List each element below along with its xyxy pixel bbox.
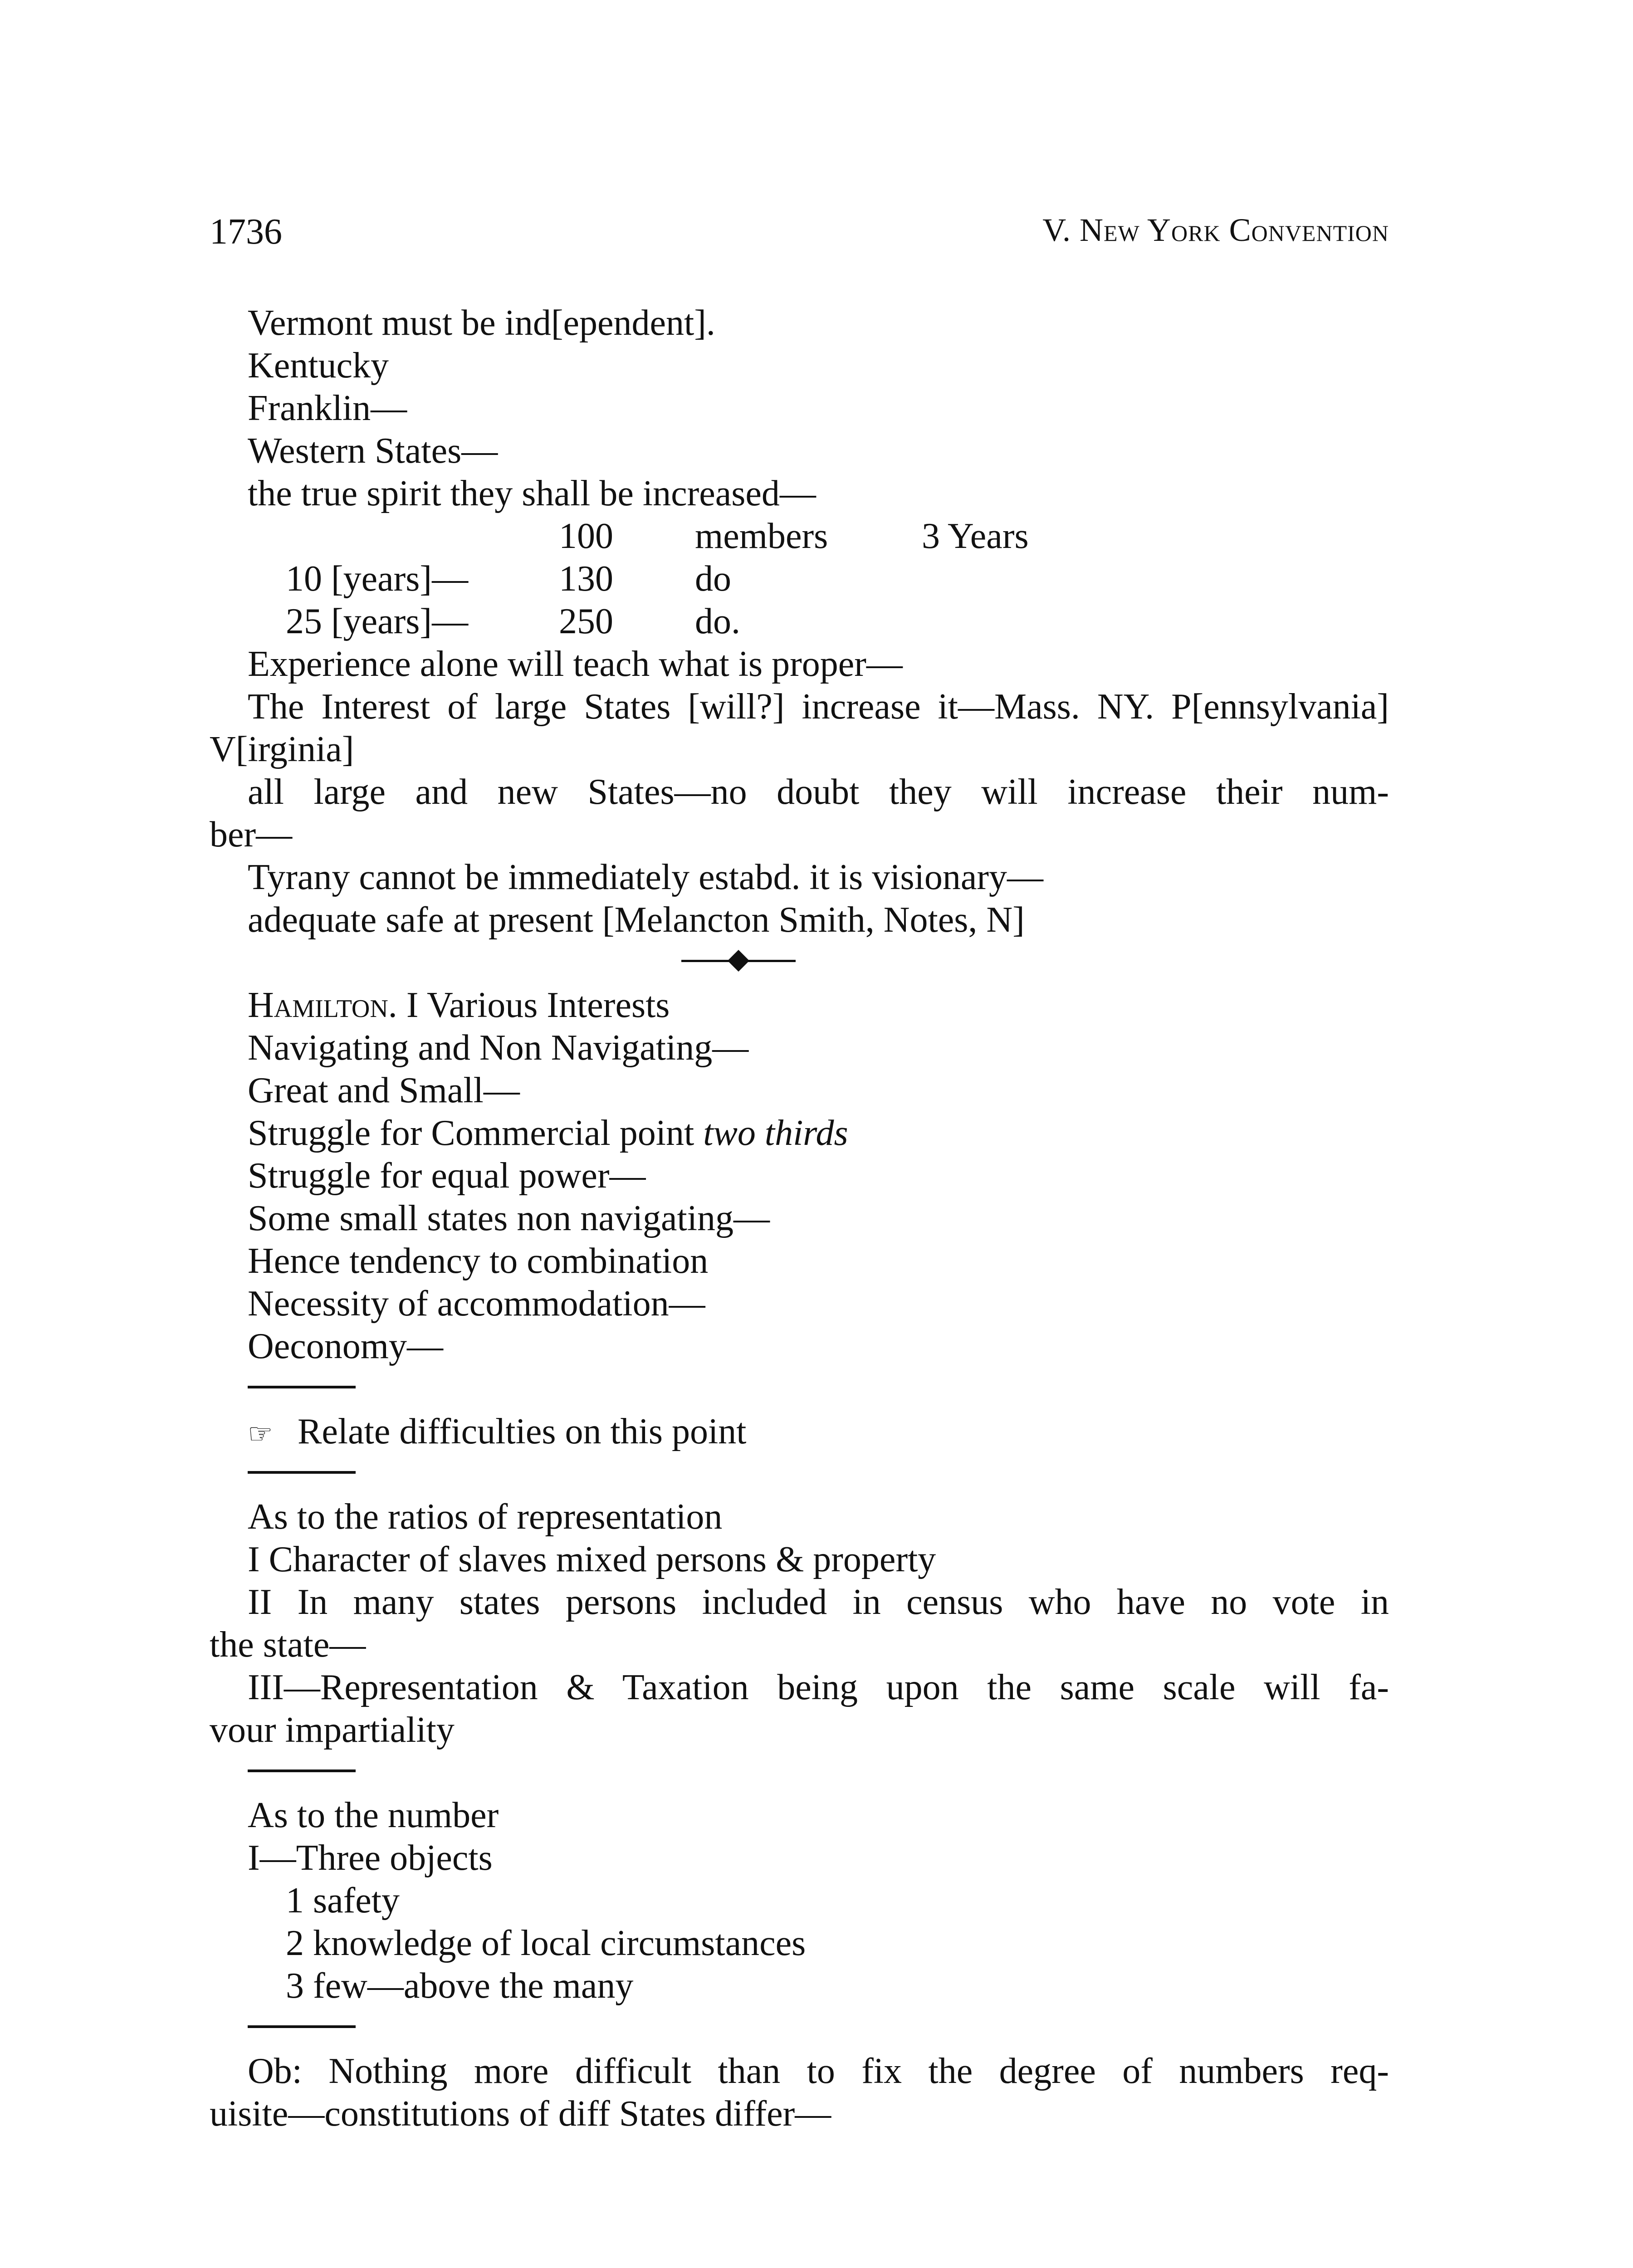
text-line: V[irginia] xyxy=(210,729,354,769)
list-item: 3 few—above the many xyxy=(286,1966,634,2006)
speaker-name: Hamilton. xyxy=(248,985,397,1025)
text-line: II In many states persons included in census who have no vote in xyxy=(248,1582,1389,1622)
text-line: Vermont must be ind[ependent]. xyxy=(248,303,715,343)
text-fragment: Struggle for Commercial point xyxy=(248,1113,694,1153)
table-row xyxy=(210,515,1389,557)
text-line xyxy=(210,1112,1389,1154)
table-cell-unit: do xyxy=(695,559,731,599)
text-line: Struggle for equal power— xyxy=(248,1156,646,1196)
table-cell-count: 100 xyxy=(559,516,613,556)
text-line: Franklin— xyxy=(248,388,407,428)
text-line: III—Representation & Taxation being upon the same scale will fa- xyxy=(248,1667,1389,1707)
text-line: The Interest of large States [will?] increase it—Mass. NY. P[ennsylvania] xyxy=(248,687,1389,727)
text-line: vour impartiality xyxy=(210,1710,455,1750)
text-line: Kentucky xyxy=(248,346,389,386)
text-line: Tyrany cannot be immediately estabd. it is visionary— xyxy=(248,857,1043,897)
text-line: adequate safe at present [Melancton Smith, Notes, N] xyxy=(248,900,1025,940)
table-cell-unit: do. xyxy=(695,601,740,641)
page-header xyxy=(210,211,1389,270)
short-rule xyxy=(210,1453,1389,1496)
text-line: Western States— xyxy=(248,431,498,471)
text-line: As to the number xyxy=(248,1795,499,1835)
pointing-hand-icon: ☞ xyxy=(248,1417,273,1450)
section-ornament xyxy=(210,941,1389,984)
speaker-line xyxy=(210,984,1389,1026)
text-line: uisite—constitutions of diff States differ— xyxy=(210,2094,831,2134)
text-line: I Character of slaves mixed persons & property xyxy=(248,1540,936,1579)
list-item: 2 knowledge of local circumstances xyxy=(286,1923,806,1963)
diamond-icon xyxy=(728,950,749,972)
text-fragment: Relate difficulties on this point xyxy=(298,1412,747,1452)
text-line: I—Three objects xyxy=(248,1838,493,1878)
text-line: all large and new States—no doubt they will increase their num- xyxy=(248,772,1389,812)
text-line: Necessity of accommodation— xyxy=(248,1284,705,1324)
text-line: Hence tendency to combination xyxy=(248,1241,709,1281)
speaker-text: I Various Interests xyxy=(406,985,670,1025)
page-body xyxy=(210,302,1389,2135)
table-cell-extra: 3 Years xyxy=(922,516,1029,556)
table-cell-unit: members xyxy=(695,516,828,556)
text-line: ber— xyxy=(210,815,293,855)
text-line: As to the ratios of representation xyxy=(248,1497,723,1537)
text-line: Oeconomy— xyxy=(248,1326,444,1366)
text-line: Experience alone will teach what is proper— xyxy=(248,644,903,684)
text-line xyxy=(210,1410,1389,1453)
table-row xyxy=(210,600,1389,643)
table-cell-count: 130 xyxy=(559,559,613,599)
italic-fragment: two thirds xyxy=(703,1113,848,1153)
page-number: 1736 xyxy=(210,212,282,252)
short-rule xyxy=(210,1368,1389,1410)
text-line: Ob: Nothing more difficult than to fix the degree of numbers req- xyxy=(248,2051,1389,2091)
running-head: V. New York Convention xyxy=(1042,212,1389,248)
table-cell-term: 10 [years]— xyxy=(286,559,469,599)
text-line: the true spirit they shall be increased— xyxy=(248,474,816,513)
short-rule xyxy=(210,1751,1389,1794)
short-rule xyxy=(210,2007,1389,2050)
text-line: Great and Small— xyxy=(248,1070,520,1110)
text-line: Some small states non navigating— xyxy=(248,1198,770,1238)
table-row xyxy=(210,557,1389,600)
ornament-rule-left xyxy=(681,960,729,962)
ornament-rule-right xyxy=(748,960,796,962)
text-line: the state— xyxy=(210,1625,366,1665)
table-cell-term: 25 [years]— xyxy=(286,601,469,641)
text-line: Navigating and Non Navigating— xyxy=(248,1028,749,1068)
table-cell-count: 250 xyxy=(559,601,613,641)
list-item: 1 safety xyxy=(286,1881,400,1921)
